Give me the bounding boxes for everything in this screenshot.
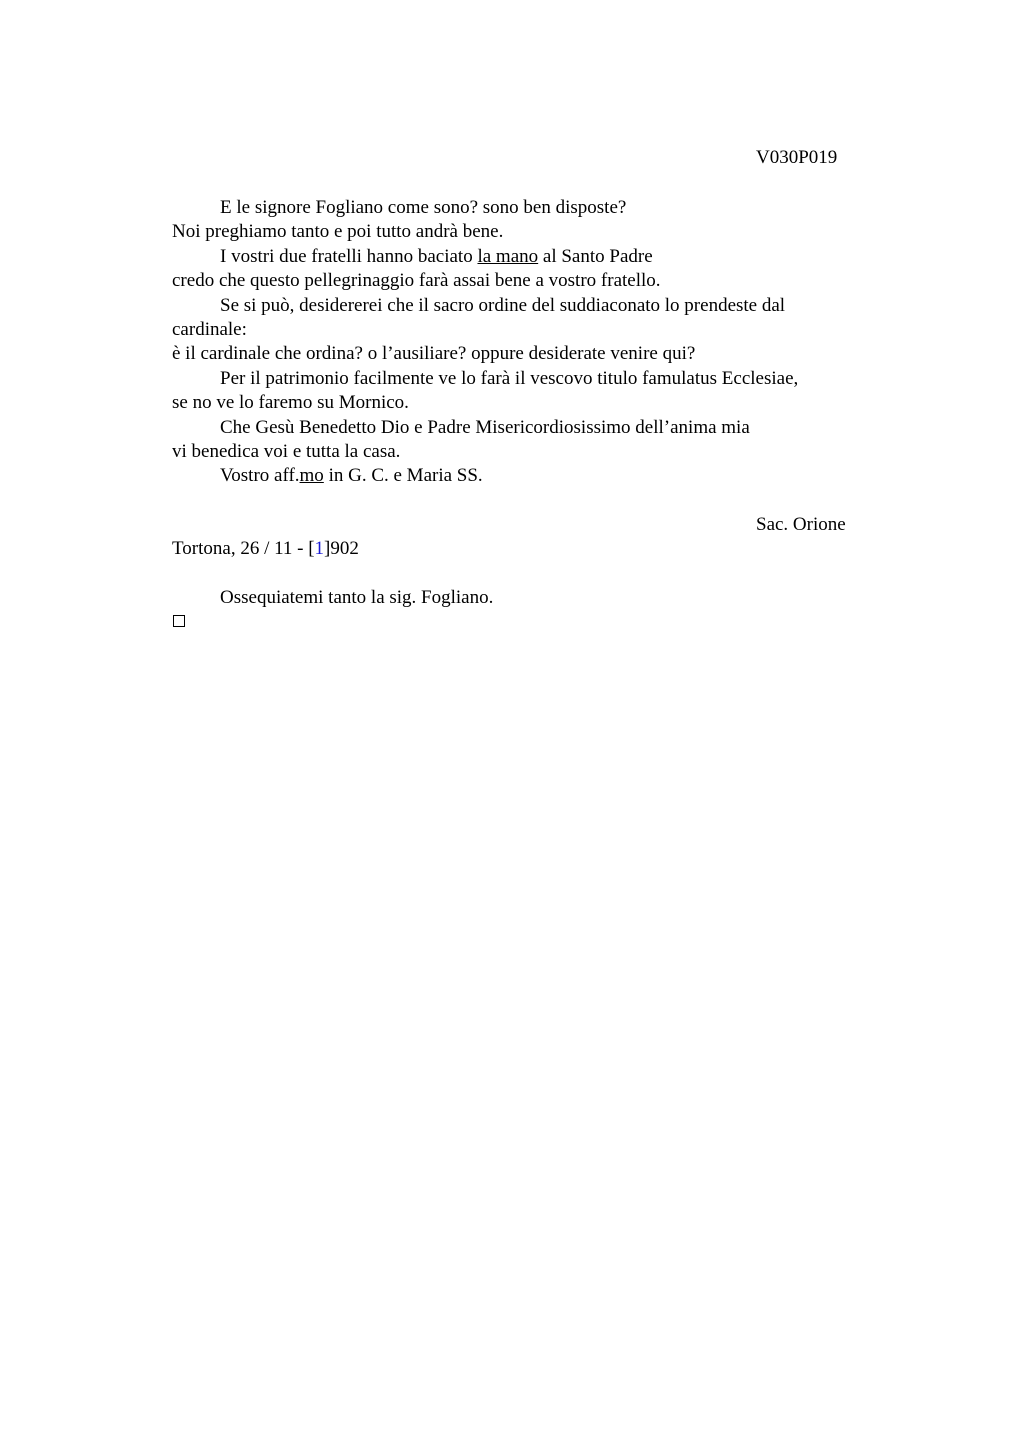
letter-line: Noi preghiamo tanto e poi tutto andrà bene. bbox=[172, 221, 504, 243]
letter-line: Per il patrimonio facilmente ve lo farà il vescovo titulo famulatus Ecclesiae, bbox=[220, 367, 799, 389]
line-text: I vostri due fratelli hanno baciato bbox=[220, 245, 478, 267]
signature: Sac. Orione bbox=[756, 514, 846, 535]
letter-line: Che Gesù Benedetto Dio e Padre Misericordiosissimo dell’anima mia bbox=[220, 416, 750, 438]
letter-line: Se si può, desidererei che il sacro ordine del suddiaconato lo prendeste dal bbox=[220, 294, 786, 316]
dateline-text: ]902 bbox=[324, 538, 359, 559]
letter-line: vi benedica voi e tutta la casa. bbox=[172, 441, 401, 463]
line-text: al Santo Padre bbox=[538, 245, 653, 267]
page-code: V030P019 bbox=[756, 147, 838, 168]
letter-line: credo che questo pellegrinaggio farà assai bene a vostro fratello. bbox=[172, 270, 661, 292]
letter-line bbox=[172, 245, 862, 269]
dateline-bracket-digit: 1 bbox=[314, 538, 325, 559]
dateline-text: Tortona, 26 / 11 - [ bbox=[172, 538, 315, 559]
line-text: Vostro aff. bbox=[220, 465, 300, 487]
underlined-text: mo bbox=[299, 465, 324, 487]
empty-box-icon bbox=[173, 615, 185, 627]
letter-body bbox=[172, 196, 862, 489]
letter-line: cardinale: bbox=[172, 319, 247, 341]
line-text: in G. C. e Maria SS. bbox=[323, 465, 483, 487]
postscript: Ossequiatemi tanto la sig. Fogliano. bbox=[220, 587, 494, 608]
letter-line: è il cardinale che ordina? o l’ausiliare? oppure desiderate venire qui? bbox=[172, 343, 696, 365]
dateline bbox=[172, 538, 359, 560]
letter-line bbox=[172, 464, 862, 488]
letter-line: E le signore Fogliano come sono? sono ben disposte? bbox=[220, 197, 627, 218]
underlined-text: la mano bbox=[477, 245, 539, 267]
letter-line: se no ve lo faremo su Mornico. bbox=[172, 392, 409, 414]
